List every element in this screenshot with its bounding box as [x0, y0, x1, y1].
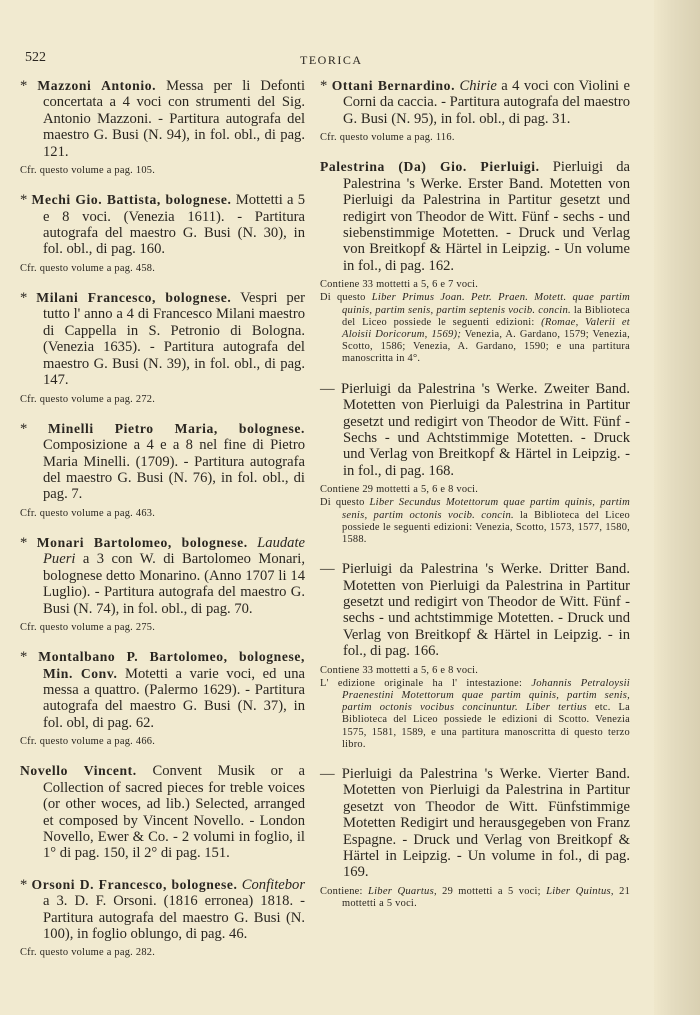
- contents-note: Contiene 33 mottetti a 5, 6 e 7 voci.: [320, 279, 479, 291]
- entry-monari: [20, 535, 305, 617]
- cross-reference: Cfr. questo volume a pag. 458.: [20, 262, 156, 274]
- note-text: Di questo: [320, 497, 370, 509]
- entry-body: Motetti a varie voci, ed una messa a quattro. (Palermo 1629). - Partitura autografa del maestro G. Busi (N. 37), in fol. obl, di pag. 62.: [43, 665, 305, 731]
- asterisk: *: [20, 290, 28, 307]
- work-title: Laudate Pueri: [43, 534, 305, 568]
- entry-body: Pierluigi da Palestrina 's Werke. Dritter Band. Motetten von Pierluigi da Palestrina in Partitur gesetzt und redigirt von Theodor de Witt. Fünf - sechs - und achtstimmige Motetten. - Druck und Verlag von Breitkopf & Härtel in Leipzig. - in fol., di pag. 166.: [334, 561, 630, 660]
- work-title: Chirie: [455, 78, 497, 94]
- note-text: 21 mottetti a 5 voci.: [342, 885, 631, 910]
- entry-body: Pierluigi da Palestrina 's Werke. Erster Band. Motetten von Pierluigi da Palestrina in Partitur gesetzt und redigirt von Theodor de Witt. Fünf - sechs - und siebenstimmige Motetten. - Druck und Verlag von Breitkopf & Härtel in Leipzig. - Un volume in fol., di pag. 162.: [343, 159, 630, 274]
- note-text: etc. La Biblioteca del Liceo possiede le edizioni di Scotto. Venezia 1575, 1581, 1589, e una partitura manoscritta di questo terzo libro.: [342, 702, 630, 750]
- latin-title: Liber Quintus,: [546, 885, 614, 897]
- right-column: [320, 78, 630, 910]
- entry-author: Monari Bartolomeo, bolognese.: [36, 534, 248, 550]
- entry-montalbano: [20, 649, 305, 731]
- asterisk: *: [20, 420, 28, 437]
- entry-mechi: [20, 192, 305, 258]
- entry-body: Convent Musik or a Collection of sacred pieces for treble voices (or other woces, ad lib.) Selected, arranged et composed by Vincent Novello. - London Novello, Ewer & Co. - 2 volumi in foglio, il 1° di pag. 150, il 2° di pag. 151.: [43, 763, 305, 862]
- entry-body: Composizione a 4 e a 8 nel fine di Pietro Maria Minelli. (1709). - Partitura autografa del maestro G. Busi (N. 76), in fol. obl., di pag. 7.: [43, 437, 305, 503]
- latin-imprint: (Romae, Valerii et Aloisii Doricorum, 1569);: [342, 316, 630, 341]
- latin-title: Johannis Petraloysii Praenestini Motettorum quae partim quinis, partim senis, partim octonis vocibus concinuntur. Liber tertius: [342, 677, 630, 714]
- asterisk: *: [20, 78, 28, 94]
- note-text: Di questo: [320, 292, 372, 304]
- entry-palestrina-vol4: [320, 766, 630, 881]
- latin-title: Liber Secundus Motettorum quae partim quinis, partim senis, partim octonis vocib. concin.: [342, 497, 630, 521]
- asterisk: *: [20, 649, 28, 666]
- entry-novello: [20, 763, 305, 861]
- entry-author: Minelli Pietro Maria, bolognese.: [48, 420, 305, 436]
- note-text: 29 mottetti a 5 voci;: [436, 885, 547, 897]
- cross-reference: Cfr. questo volume a pag. 466.: [20, 736, 156, 748]
- running-title: TEORICA: [300, 53, 363, 67]
- entry-palestrina-vol3: [320, 561, 630, 659]
- cross-reference: Cfr. questo volume a pag. 272.: [20, 393, 156, 405]
- latin-title: Liber Primus Joan. Petr. Praen. Motett. quae partim quinis, partim senis, partim septenis vocib. concin.: [342, 292, 631, 316]
- cross-reference: Cfr. questo volume a pag. 116.: [320, 132, 455, 144]
- editions-note: [320, 497, 630, 546]
- left-column: [20, 78, 305, 960]
- entry-palestrina-vol2: [320, 381, 630, 479]
- editions-note: [320, 292, 630, 365]
- latin-title: Liber Quartus,: [367, 885, 437, 897]
- entry-body: a 3 con W. di Bartolomeo Monari, bolognese detto Monarino. (Anno 1707 li 14 Luglio). - Partitura autografa del maestro G. Busi (N. 74), in fol. obl., di pag. 70.: [43, 551, 305, 617]
- entry-body: Messa per li Defonti concertata a 4 voci con strumenti del Sig. Antonio Mazzoni. - Partitura autografa del maestro G. Busi (N. 94), in fol. obl., di pag. 121.: [43, 78, 305, 160]
- asterisk: *: [20, 192, 28, 209]
- note-text: la Biblioteca del Liceo possiede le seguenti edizioni:: [342, 304, 630, 328]
- entry-body: Vespri per tutto l' anno a 4 di Francesco Milani maestro di Cappella in S. Petronio di Bologna. (Venezia 1635). - Partitura autografa del maestro G. Busi (N. 39), in fol. obl., di pag. 147.: [43, 290, 305, 389]
- cross-reference: Cfr. questo volume a pag. 463.: [20, 507, 156, 519]
- entry-palestrina-vol1: [320, 159, 630, 274]
- ditto-dash: —: [320, 561, 335, 578]
- entry-body: a 3. D. F. Orsoni. (1816 erronea) 1818. - Partitura autografa del maestro G. Busi (N. 100), in foglio oblungo, di pag. 46.: [43, 893, 305, 943]
- entry-body: a 4 voci con Violini e Corni da caccia. - Partitura autografa del maestro G. Busi (N. 95), in fol. obl., di pag. 31.: [343, 78, 630, 127]
- entry-author: Milani Francesco, bolognese.: [36, 290, 232, 306]
- entry-body: Mottetti a 5 e 8 voci. (Venezia 1611). - Partitura autografa del maestro G. Busi (N. 30), in fol. obl., di pag. 160.: [43, 192, 305, 258]
- ditto-dash: —: [320, 766, 335, 782]
- contents-note: Contiene 33 mottetti a 5, 6 e 8 voci.: [320, 664, 479, 676]
- ditto-dash: —: [320, 380, 335, 397]
- page-edge-shadow: [654, 0, 700, 1015]
- entry-author: Mazzoni Antonio.: [37, 78, 157, 93]
- note-text: Venezia, A. Gardano, 1579; Venezia, Scotto, 1586; Venezia, A. Gardano, 1590; e una partitura manoscritta in 4°.: [342, 329, 630, 365]
- contents-note: [320, 886, 630, 910]
- contents-note: Contiene 29 mottetti a 5, 6 e 8 voci.: [320, 484, 479, 496]
- entry-author: Ottani Bernardino.: [331, 78, 456, 93]
- asterisk: *: [320, 78, 328, 94]
- entry-ottani: [320, 78, 630, 127]
- entry-body: Pierluigi da Palestrina 's Werke. Vierter Band. Motetten von Pierluigi da Palestrina in Partitur gesetzt von Theodor de Witt. Fünfstimmige Motetten Redigirt und herausgegeben von Franz Espagne. - Druck und Verlag von Breitkopf & Härtel in Leipzig. - Un volume in fol., di pag. 169.: [334, 766, 630, 881]
- entry-author: Palestrina (Da) Gio. Pierluigi.: [320, 159, 540, 175]
- entry-mazzoni: [20, 78, 305, 160]
- entry-minelli: [20, 421, 305, 503]
- note-text: L' edizione originale ha l' intestazione:: [320, 677, 532, 689]
- asterisk: *: [20, 876, 28, 893]
- cross-reference: Cfr. questo volume a pag. 282.: [20, 947, 156, 959]
- note-text: Contiene:: [320, 885, 368, 897]
- asterisk: *: [20, 534, 28, 551]
- editions-note: [320, 678, 630, 751]
- note-text: la Biblioteca del Liceo possiede le seguenti edizioni: Venezia, Scotto, 1573, 1577, 1580, 1588.: [342, 509, 630, 545]
- cross-reference: Cfr. questo volume a pag. 275.: [20, 621, 156, 633]
- entry-milani: [20, 290, 305, 388]
- entry-body: Pierluigi da Palestrina 's Werke. Zweiter Band. Motetten von Pierluigi da Palestrina in Partitur gesetzt und redigirt von Theodor de Witt. Fünf - Sechs - und Achtstimmige Motetten. - Druck und Verlag von Breitkopf & Härtel in Leipzig. - in fol., di pag. 168.: [334, 380, 630, 479]
- page-number: 522: [25, 50, 46, 65]
- entry-orsoni: [20, 877, 305, 943]
- entry-author: Montalbano P. Bartolomeo, bolognese, Min. Conv.: [38, 649, 305, 681]
- cross-reference: Cfr. questo volume a pag. 105.: [20, 165, 156, 177]
- entry-author: Novello Vincent.: [20, 763, 137, 779]
- entry-author: Orsoni D. Francesco, bolognese.: [31, 876, 238, 892]
- work-title: Confitebor: [237, 876, 306, 893]
- entry-author: Mechi Gio. Battista, bolognese.: [31, 192, 232, 208]
